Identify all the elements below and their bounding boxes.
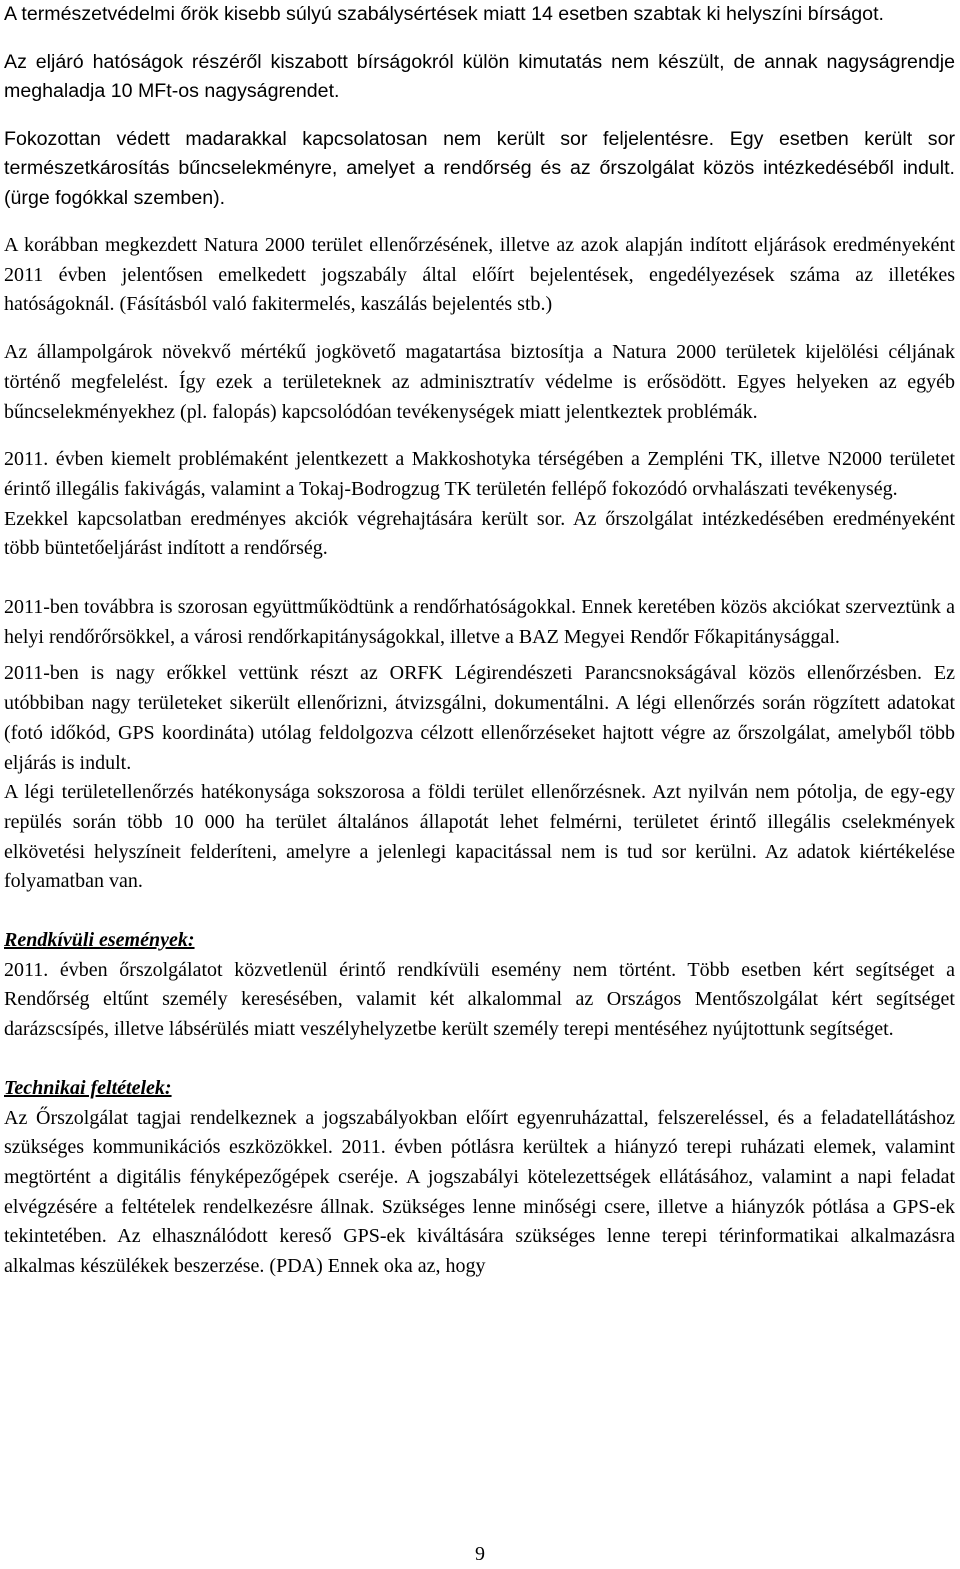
paragraph-rendkivuli-esemenyek: 2011. évben őrszolgálatot közvetlenül érintő rendkívüli esemény nem történt. Több esetben kért segítséget a Rendőrség eltűnt személy keresésében, valamit két alkalommal az Országos Mentőszolgálat kért segítséget darázscsípés, illetve lábsérülés miatt veszélyhelyzetbe került személy terepi mentéséhez nyújtottunk segítséget.: [4, 958, 955, 1041]
paragraph-technikai-feltetelek: Az Őrszolgálat tagjai rendelkeznek a jogszabályokban előírt egyenruházattal, felszereléssel, és a feladatellátáshoz szükséges kommunikációs eszközökkel. 2011. évben pótlásra kerültek a hiányzó terepi ruházati elemek, valamint megtörtént a digitális fényképezőgépek cseréje. A jogszabályi kötelezettségek ellátásához, valamint a napi feladat elvégzésére a feltételek rendelkezésre állnak. Szükséges lenne minőségi csere, illetve a hiányzók pótlása a GPS-ek tekintetében. Az elhasználódott kereső GPS-ek kiváltására szükséges lenne terepi térinformatikai alkalmazásra alkalmas készülékek beszerzése. (PDA) Ennek oka az, hogy: [4, 1106, 955, 1278]
paragraph-orfk-legirendeszet: 2011-ben is nagy erőkkel vettünk részt az ORFK Légirendészeti Parancsnokságával közös ellenőrzésben. Ez utóbbiban nagy területeket sikerült ellenőrizni, átvizsgálni, dokumentálni. A légi ellenőrzés során rögzített adatokat (fotó időkód, GPS koordináta) utólag feldolgozva célzott ellenőrzéseket hajtott végre az őrszolgálat, amelyből több eljárás is indult.: [4, 662, 955, 774]
paragraph-natura-ellenorzes: A korábban megkezdett Natura 2000 terület ellenőrzésének, illetve az azok alapján indított eljárások eredményeként 2011 évben jelentősen emelkedett jogszabály által előírt bejelentések, engedélyezések száma az illetékes hatóságoknál. (Fásításból való fakitermelés, kaszálás bejelentés stb.): [4, 234, 955, 316]
paragraph-vedett-madarak: Fokozottan védett madarakkal kapcsolatosan nem került sor feljelentésre. Egy esetben került sor természetkárosítás bűncselekményre, amelyet a rendőrség és az őrszolgálat közös intézkedéséből indult. (ürge fogókkal szemben).: [4, 127, 955, 209]
paragraph-helyszini-birsag: A természetvédelmi őrök kisebb súlyú szabálysértések miatt 14 esetben szabtak ki helyszíni bírságot.: [4, 3, 884, 25]
paragraph-jogkoveto-magatartas: Az állampolgárok növekvő mértékű jogkövető magatartása biztosítja a Natura 2000 területek kijelölési céljának történő megfelelést. Így ezek a területeknek az adminisztratív védelme is erősödött. Egyes helyeken az egyéb bűncselekményekhez (pl. falopás) kapcsolódóan tevékenységek miatt jelentkeztek problémák.: [4, 341, 955, 423]
paragraph-eredmenyes-akciok: Ezekkel kapcsolatban eredményes akciók végrehajtására került sor. Az őrszolgálat intézkedésében eredményeként több büntetőeljárást indított a rendőrség.: [4, 507, 955, 560]
page-number: 9: [475, 1543, 485, 1565]
paragraph-legi-ellenorzes: A légi területellenőrzés hatékonysága sokszorosa a földi terület ellenőrzésnek. Azt nyilván nem pótolja, de egy-egy repülés során több 10 000 ha terület általános állapotát lehet felmérni, területet érintő illegális cselekmények elkövetési helyszíneit felderíteni, amelyre a jelenlegi kapacitással nem is tud sor kerülni. Az adatok kiértékelése folyamatban van.: [4, 781, 955, 893]
section-heading-technikai-feltetelek: Technikai feltételek:: [4, 1076, 172, 1099]
paragraph-kiemelt-problema: 2011. évben kiemelt problémaként jelentkezett a Makkoshotyka térségében a Zempléni TK, illetve N2000 területet érintő illegális fakivágás, valamint a Tokaj-Bodrogzug TK területén fellépő fokozódó orvhalászati tevékenység.: [4, 448, 955, 500]
document-page: [4, 0, 955, 1282]
paragraph-rendorhatosagok: 2011-ben továbbra is szorosan együttműködtünk a rendőrhatóságokkal. Ennek keretében közös akciókat szerveztünk a helyi rendőrőrsökkel, a városi rendőrkapitányságokkal, illetve a BAZ Megyei Rendőr Főkapitánysággal.: [4, 596, 955, 648]
paragraph-birsag-nagysagrend: Az eljáró hatóságok részéről kiszabott bírságokról külön kimutatás nem készült, de annak nagyságrendje meghaladja 10 MFt-os nagyságrendet.: [4, 50, 955, 102]
section-heading-rendkivuli-esemenyek: Rendkívüli események:: [4, 929, 195, 952]
